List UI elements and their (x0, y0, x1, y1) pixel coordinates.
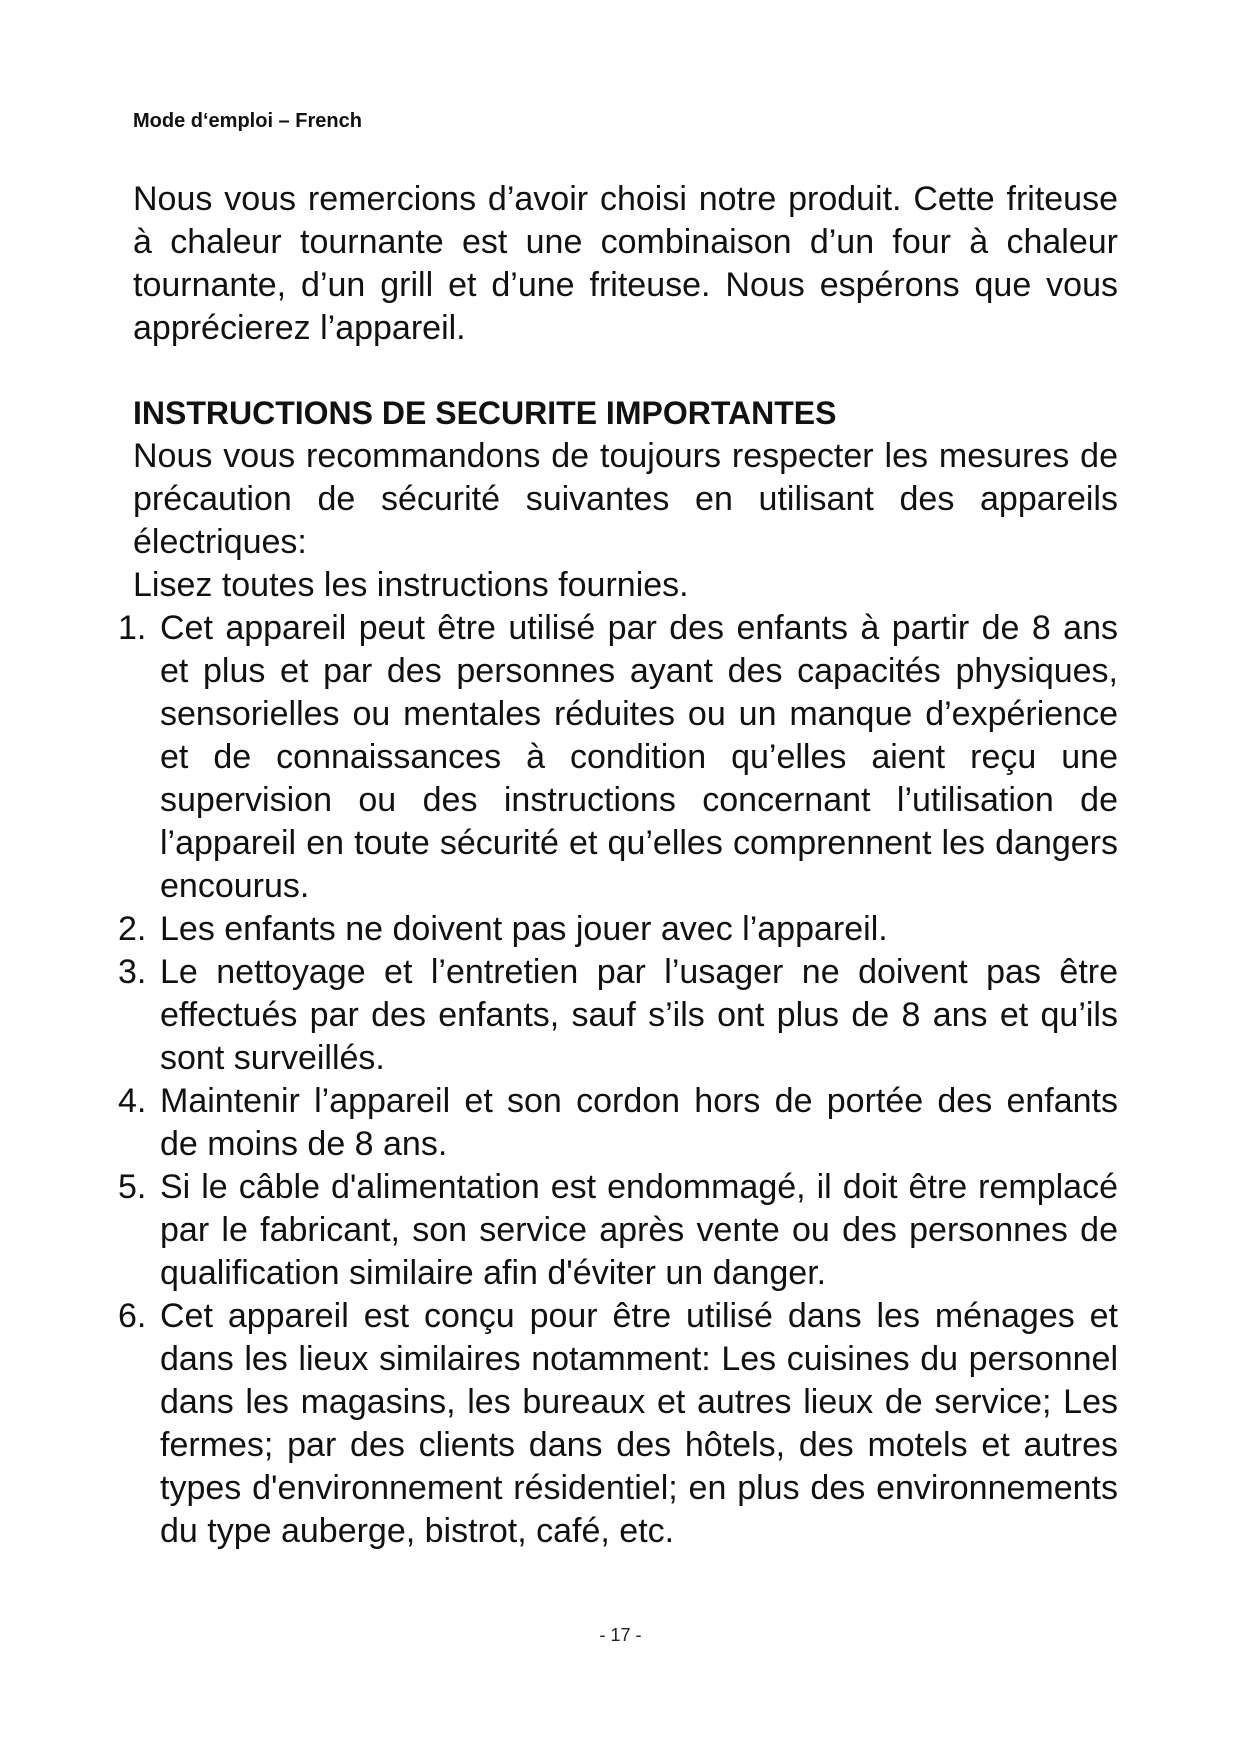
read-instructions-line: Lisez toutes les instructions fournies. (133, 566, 689, 604)
list-item-text: Cet appareil peut être utilisé par des enfants à partir de 8 ans et plus et par des personnes ayant des capacités physiques, sensorielles ou mentales réduites ou un manque d’expérience et de connaissances à condition qu’elles aient reçu une supervision ou des instructions concernant l’utilisation de l’appareil en toute sécurité et qu’elles comprennent les dangers encourus. (160, 609, 1118, 905)
list-item-text: Le nettoyage et l’entretien par l’usager ne doivent pas être effectués par des enfants, sauf s’ils ont plus de 8 ans et qu’ils sont surveillés. (160, 953, 1118, 1077)
list-item-number: 2. (118, 910, 147, 948)
list-item (118, 951, 1118, 1080)
list-item-number: 1. (118, 609, 147, 647)
list-item-text: Les enfants ne doivent pas jouer avec l’appareil. (160, 910, 888, 948)
list-item-number: 3. (118, 953, 147, 991)
document-header: Mode d‘emploi – French (133, 110, 362, 132)
safety-intro-paragraph: Nous vous recommandons de toujours respecter les mesures de précaution de sécurité suivantes en utilisant des appareils électriques: (133, 437, 1118, 561)
safety-heading: INSTRUCTIONS DE SECURITE IMPORTANTES (133, 395, 837, 431)
safety-instructions-list (118, 607, 1118, 1553)
document-body (118, 178, 1118, 1553)
list-item (118, 908, 1118, 951)
list-item-text: Maintenir l’appareil et son cordon hors de portée des enfants de moins de 8 ans. (160, 1082, 1118, 1163)
list-item-number: 4. (118, 1082, 147, 1120)
list-item (118, 607, 1118, 908)
list-item (118, 1080, 1118, 1166)
list-item-text: Si le câble d'alimentation est endommagé, il doit être remplacé par le fabricant, son service après vente ou des personnes de qualification similaire afin d'éviter un danger. (160, 1168, 1118, 1292)
list-item (118, 1166, 1118, 1295)
list-item-text: Cet appareil est conçu pour être utilisé dans les ménages et dans les lieux similaires notamment: Les cuisines du personnel dans les magasins, les bureaux et autres lieux de service; Les fermes; par des clients dans des hôtels, des motels et autres types d'environnement résidentiel; en plus des environnements du type auberge, bistrot, café, etc. (160, 1297, 1118, 1550)
list-item-number: 6. (118, 1297, 147, 1335)
list-item-number: 5. (118, 1168, 147, 1206)
list-item (118, 1295, 1118, 1553)
page-number: - 17 - (599, 1625, 642, 1645)
intro-paragraph: Nous vous remercions d’avoir choisi notre produit. Cette friteuse à chaleur tournante est une combinaison d’un four à chaleur tournante, d’un grill et d’une friteuse. Nous espérons que vous apprécierez l’appareil. (133, 180, 1118, 347)
